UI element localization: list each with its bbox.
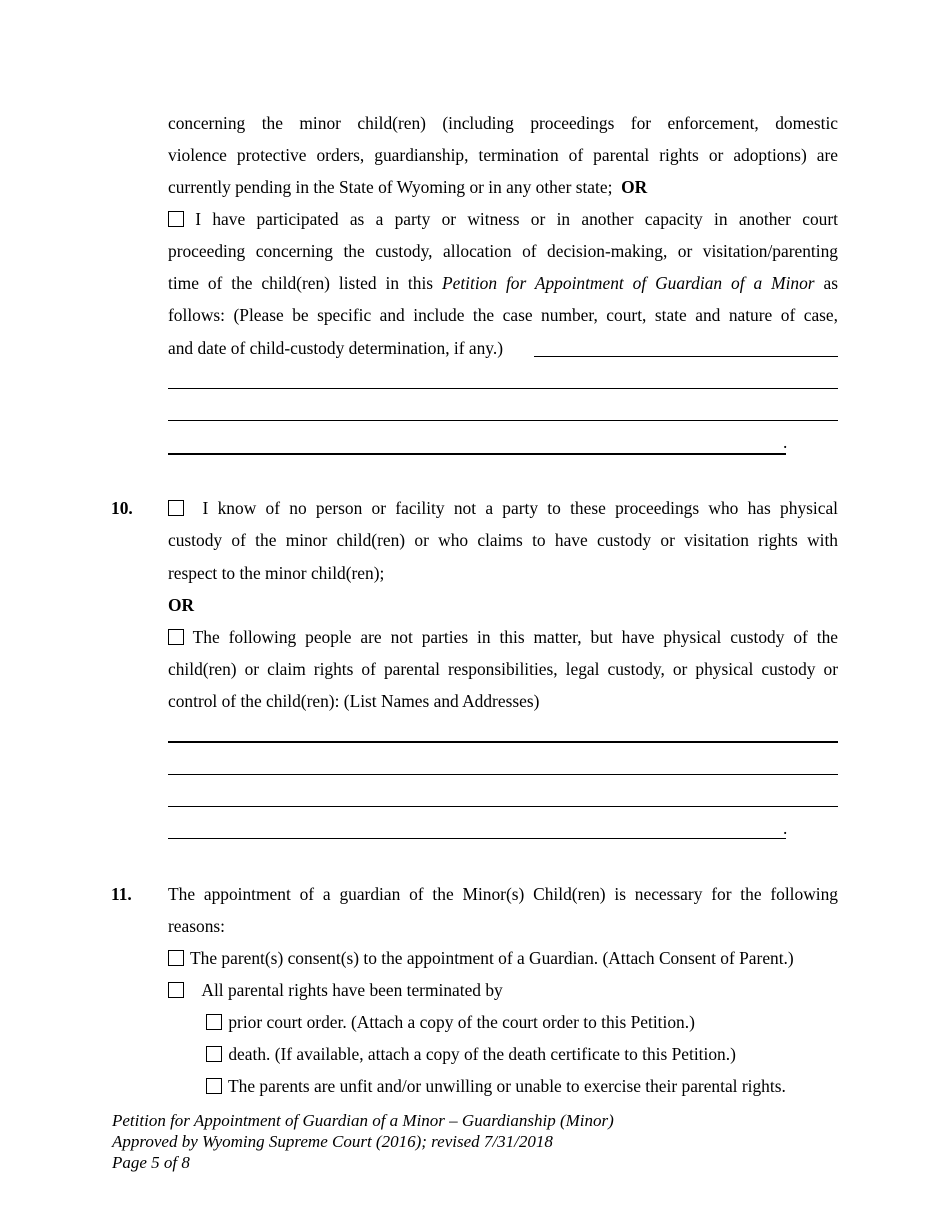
text-line: [168, 171, 838, 203]
text-fragment: time of the child(ren) listed in this: [168, 273, 434, 293]
text-fragment: The parents are unfit and/or unwilling or unable to exercise their parental rights.: [228, 1076, 786, 1096]
text-line: [168, 492, 838, 524]
footer-form-title: Petition for Appointment of Guardian of a Minor – Guardianship (Minor): [112, 1111, 614, 1130]
fill-in-line[interactable]: [168, 388, 838, 389]
text-line: respect to the minor child(ren);: [168, 563, 385, 583]
text-line: control of the child(ren): (List Names and Addresses): [168, 691, 540, 711]
or-label: OR: [168, 595, 195, 615]
participated-checkbox[interactable]: [168, 211, 184, 227]
text-fragment: I have participated as a party or witness or in another capacity in another court: [195, 209, 838, 229]
period: .: [783, 432, 788, 452]
footer: [112, 1110, 614, 1173]
following-people-checkbox[interactable]: [168, 629, 184, 645]
text-fragment: prior court order. (Attach a copy of the court order to this Petition.): [228, 1012, 695, 1032]
text-line: concerning the minor child(ren) (including proceedings for enforcement, domestic: [168, 113, 838, 133]
text-line: [206, 1070, 838, 1102]
rights-terminated-checkbox[interactable]: [168, 982, 184, 998]
text-fragment: death. (If available, attach a copy of the death certificate to this Petition.): [228, 1044, 736, 1064]
no-person-checkbox[interactable]: [168, 500, 184, 516]
fill-in-line[interactable]: [168, 741, 838, 743]
prior-court-order-checkbox[interactable]: [206, 1014, 222, 1030]
fill-in-line[interactable]: [168, 453, 786, 455]
text-line: violence protective orders, guardianship, termination of parental rights or adoptions) are: [168, 145, 838, 165]
or-label: OR: [621, 177, 648, 197]
text-fragment: The following people are not parties in this matter, but have physical custody of the: [192, 627, 838, 647]
period: .: [783, 818, 788, 838]
text-line: custody of the minor child(ren) or who claims to have custody or visitation rights with: [168, 530, 838, 550]
text-line: and date of child-custody determination, if any.): [168, 338, 503, 358]
section-number: 11.: [111, 884, 132, 904]
text-line: [206, 1038, 838, 1070]
text-line: The appointment of a guardian of the Minor(s) Child(ren) is necessary for the following: [168, 884, 838, 904]
fill-in-line[interactable]: [534, 356, 838, 357]
text-line: [168, 267, 838, 299]
text-line: proceeding concerning the custody, allocation of decision-making, or visitation/parenting: [168, 241, 838, 261]
text-line: [206, 1006, 838, 1038]
text-line: reasons:: [168, 916, 225, 936]
footer-page-number: Page 5 of 8: [112, 1153, 190, 1172]
parents-unfit-checkbox[interactable]: [206, 1078, 222, 1094]
fill-in-line[interactable]: [168, 420, 838, 421]
petition-title-italic: Petition for Appointment of Guardian of a Minor: [441, 273, 815, 293]
fill-in-line[interactable]: [168, 806, 838, 807]
section-number: 10.: [111, 498, 133, 518]
fill-in-line[interactable]: [168, 838, 786, 839]
text-line: child(ren) or claim rights of parental responsibilities, legal custody, or physical custody or: [168, 659, 838, 679]
text-line: [168, 942, 838, 974]
text-line: [168, 203, 838, 235]
death-checkbox[interactable]: [206, 1046, 222, 1062]
text-fragment: I know of no person or facility not a party to these proceedings who has physical: [202, 498, 839, 518]
footer-approval: Approved by Wyoming Supreme Court (2016); revised 7/31/2018: [112, 1132, 553, 1151]
text-line: [168, 974, 838, 1006]
parent-consent-checkbox[interactable]: [168, 950, 184, 966]
text-line: follows: (Please be specific and include the case number, court, state and nature of case,: [168, 305, 838, 325]
text-fragment: currently pending in the State of Wyoming or in any other state;: [168, 177, 613, 197]
fill-in-line[interactable]: [168, 774, 838, 775]
text-fragment: as: [823, 273, 838, 293]
text-fragment: The parent(s) consent(s) to the appointment of a Guardian. (Attach Consent of Parent.): [190, 948, 794, 968]
text-fragment: All parental rights have been terminated by: [201, 980, 503, 1000]
text-line: [168, 621, 838, 653]
